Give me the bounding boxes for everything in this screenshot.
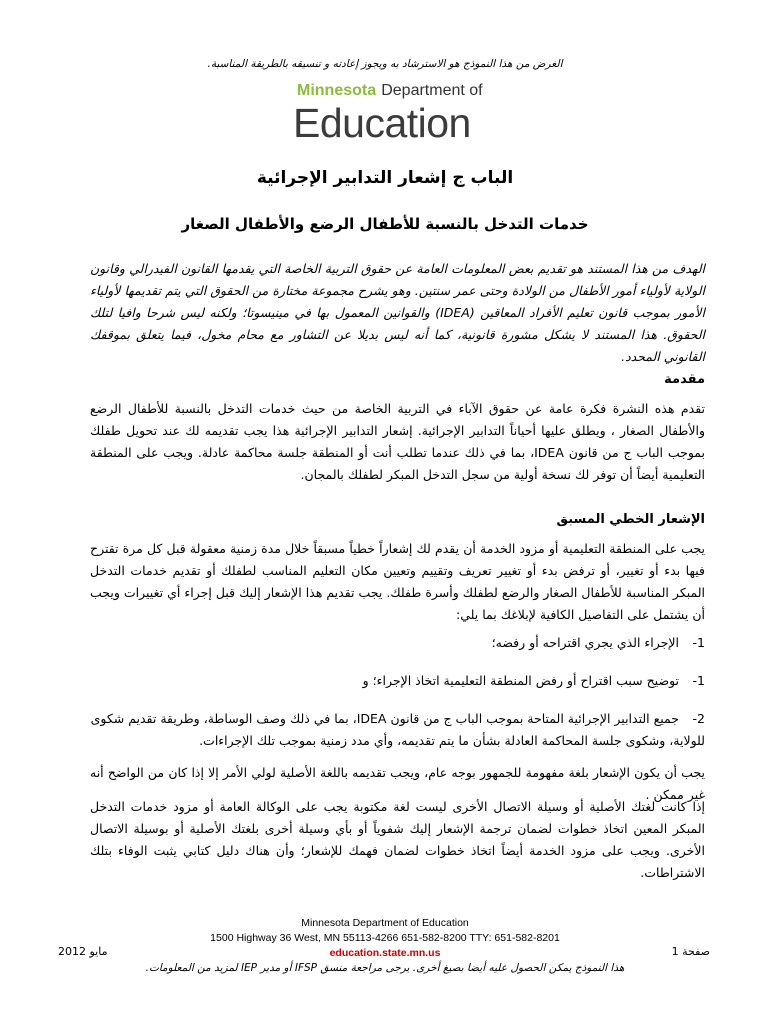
list-item-text: توضيح سبب اقتراح أو رفض المنطقة التعليمية اتخاذ الإجراء؛ و [362,673,680,688]
logo-department: Department of [381,82,483,99]
prior-notice-heading: الإشعار الخطي المسبق [556,512,705,527]
footer-format-note: هذا النموذج يمكن الحصول عليه أيضا بصيغ أخرى. يرجى مراجعة منسق IFSP أو مدير IEP لمزيد من المعلومات. [145,962,625,974]
list-item [90,632,705,654]
page-subtitle: خدمات التدخل بالنسبة للأطفال الرضع والأطفال الصغار [181,215,589,233]
list-item-text: الإجراء الذي يجري اقتراحه أو رفضه؛ [491,635,680,650]
footer-org: Minnesota Department of Education [301,917,469,929]
list-item [90,670,705,692]
list-item-number: 1- [692,635,705,650]
prior-notice-paragraph: يجب على المنطقة التعليمية أو مزود الخدمة أن يقدم لك إشعاراً خطياً مسبقاً خلال مدة زمنية معقولة قبل كل مرة تقترح فيها بدء أو تغيير، أو ترفض بدء أو تغيير تعريف وتقييم وتعيين مكان التعليم المناسب لطفلك أو تقديم خدمات التدخل المبكر المناسبة للأطفال الصغار والرضع لطفلك وأسرة طفلك. يجب تقديم هذا الإشعار إليك قبل إجراء أي تغييرات ويجب أن يشتمل على التفاصيل الكافية لإبلاغك بما يلي: [90,541,705,622]
list-item-text: جميع التدابير الإجرائية المتاحة بموجب الباب ج من قانون IDEA، بما في ذلك وصف الوساطة، وطريقة تقديم شكوى للولاية، وشكوى جلسة المحاكمة العادلة بشأن ما يتم تقديمه، وأي مدد زمنية بموجب تلك الإجراءات. [90,711,705,748]
list-item-number: 2- [692,711,705,726]
footer-address: 1500 Highway 36 West, MN 55113-4266 651-582-8200 TTY: 651-582-8201 [210,932,560,944]
mde-logo [293,80,493,146]
translation-paragraph: إذا كانت لغتك الأصلية أو وسيلة الاتصال الأخرى ليست لغة مكتوبة يجب على الوكالة العامة أو مزود خدمات التدخل المبكر المعين اتخاذ خطوات لضمان ترجمة الإشعار إليك شفوياً أو بأي وسيلة أخرى بلغتك الأصلية أو بوسيلة الاتصال الأخرى. ويجب على مزود الخدمة أيضاً اتخاذ خطوات لضمان فهمك للإشعار؛ وأن هناك دليل كتابي يثبت الوفاء بتلك الاشتراطات. [90,799,705,880]
list-item [90,708,705,752]
intro-paragraph: الهدف من هذا المستند هو تقديم بعض المعلومات العامة عن حقوق التربية الخاصة التي يقدمها القانون الفيدرالي وقانون الولاية لأولياء أمور الأطفال من الولادة وحتى عمر سنتين. وهو يشرح مجموعة مختارة من الحقوق التي يتم تقديمها لأولياء الأمور بموجب قانون تعليم الأفراد المعاقين (IDEA) والقوانين المعمول بها في مينيسوتا؛ ولكنه ليس شرحا وافيا لتلك الحقوق. هذا المستند لا يشكل مشورة قانونية، كما أنه ليس بديلا عن التشاور مع محام مخول، فيما يتعلق بموقفك القانوني المحدد. [90,261,705,364]
language-paragraph: يجب أن يكون الإشعار بلغة مفهومة للجمهور بوجه عام، ويجب تقديمه باللغة الأصلية لولي الأمر إلا إذا كان من الواضح أنه غير ممكن . [90,765,705,802]
list-item-number: 1- [692,673,705,688]
footer-website-link[interactable]: education.state.mn.us [329,947,441,959]
introduction-paragraph: تقدم هذه النشرة فكرة عامة عن حقوق الآباء في التربية الخاصة من حيث خدمات التدخل بالنسبة للأطفال الرضع والأطفال الصغار ، ويطلق عليها أحياناً التدابير الإجرائية. إشعار التدابير الإجرائية هذا يجب تقديمه لك عند تحويل طفلك بموجب الباب ج من قانون IDEA، بما في ذلك عندما تطلب أنت أو المنطقة جلسة محاكمة عادلة. ويجب على المنطقة التعليمية أيضاً أن توفر لك نسخة أولية من سجل التدخل المبكر لطفلك بالمجان. [90,401,705,482]
footer-page-number: صفحة 1 [671,945,710,958]
page-title: الباب ج إشعار التدابير الإجرائية [256,168,514,188]
logo-minnesota: Minnesota [297,82,377,99]
logo-education: Education [293,100,471,146]
purpose-note: الغرض من هذا النموذج هو الاسترشاد به ويجوز إعادته و تنسيقه بالطريقة المناسبة. [207,58,563,70]
footer-date: مايو 2012 [58,945,108,958]
introduction-heading: مقدمة [664,372,705,387]
